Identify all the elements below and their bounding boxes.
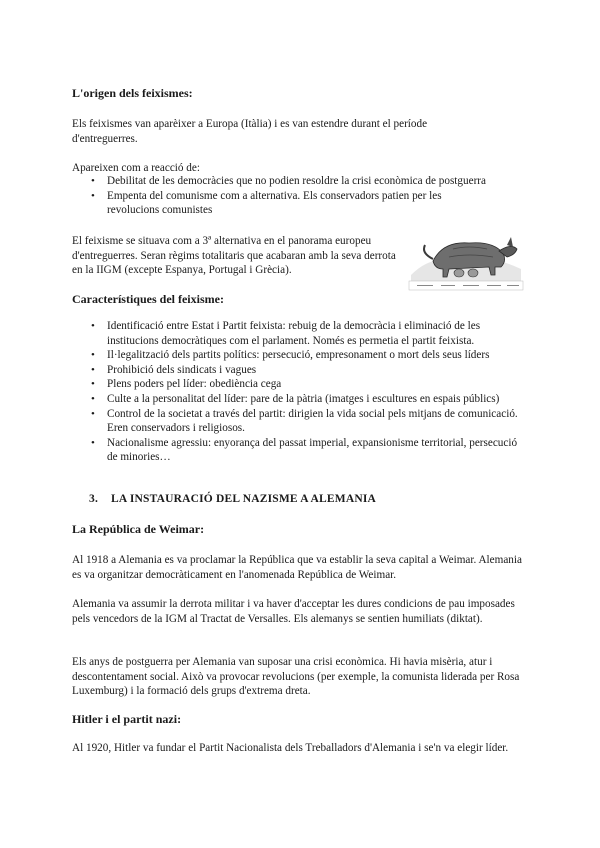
hitler-paragraph-1: Al 1920, Hitler va fundar el Partit Nacionalista dels Treballadors d'Alemania i se'n va elegir líder. [72,742,509,754]
list-item: • Culte a la personalitat del líder: pare de la pàtria (imatges i escultures en espais públics) [89,392,529,407]
list-item: • Plens poders pel líder: obediència cega [89,377,529,392]
origin-intro: Els feixismes van aparèixer a Europa (Itàlia) i es van estendre durant el període d'entreguerres. [72,118,428,145]
list-item: • Identificació entre Estat i Partit feixista: rebuig de la democràcia i eliminació de les institucions democràtiques com el parlament. Només es permetia el partit feixista. [89,319,529,348]
reasons-list [89,174,529,218]
section-title-weimar: La República de Weimar: [72,522,205,536]
chapter-heading-nazism [89,492,376,507]
chapter-number: 3. [89,493,99,505]
section-title-features: Característiques del feixisme: [72,292,224,306]
features-list [89,319,529,465]
list-item: • Prohibició dels sindicats i vagues [89,363,529,378]
section-title-hitler: Hitler i el partit nazi: [72,712,182,726]
list-item: • Empenta del comunisme com a alternativa. Els conservadors patien per les revolucions comunistes [89,189,467,218]
weimar-paragraph-1: Al 1918 a Alemania es va proclamar la República que va establir la seva capital a Weimar. Alemania es va organitzar democràticament en l'anomenada República de Weimar. [72,554,522,581]
list-item: • Il·legalització dels partits polítics: persecució, empresonament o mort dels seus líders [89,348,529,363]
weimar-paragraph-3: Els anys de postguerra per Alemania van suposar una crisi econòmica. Hi havia misèria, atur i descontentament social. Això va provocar revolucions (per exemple, la comunista liderada per Rosa Luxemburg) i la formació dels grups d'extrema dreta. [72,656,520,698]
weimar-paragraph-2: Alemania va assumir la derrota militar i va haver d'acceptar les dures condicions de pau imposades pels vencedors de la IGM al Tractat de Versalles. Els alemanys se sentien humiliats (diktat). [72,598,515,625]
chapter-title: LA INSTAURACIÓ DEL NAZISME A ALEMANIA [111,493,377,505]
list-item: • Control de la societat a través del partit: dirigien la vida social pels mitjans de comunicació. Eren conservadors i religiosos. [89,407,529,436]
list-item: • Debilitat de les democràcies que no podien resoldre la crisi econòmica de postguerra [89,174,529,189]
section-title-origin: L'origen dels feixismes: [72,86,193,100]
reaction-lead: Apareixen com a reacció de: [72,162,200,174]
list-item: • Nacionalisme agressiu: enyorança del passat imperial, expansionisme territorial, persecució de minories… [89,436,529,465]
third-alternative-paragraph: El feixisme se situava com a 3ª alternativa en el panorama europeu d'entreguerres. Seran règims totalitaris que acabaran amb la seva derrota en la IIGM (excepte Espanya, Portugal i Grècia). [72,235,396,277]
fascism-wolf-cartoon-illustration [403,223,527,293]
wolf-cartoon-icon [403,223,527,293]
